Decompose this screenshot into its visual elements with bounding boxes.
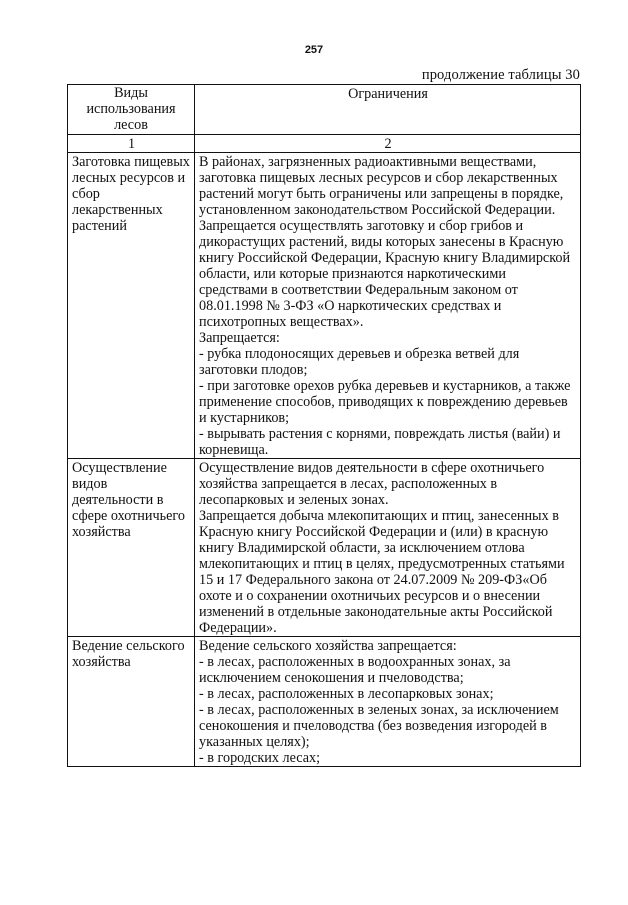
restriction-line: - при заготовке орехов рубка деревьев и кустарников, а также применение способов, приводящих к повреждению деревьев и кустарников; — [199, 378, 571, 426]
forest-use-cell: Осуществление видов деятельности в сфере охотничьего хозяйства — [68, 459, 195, 637]
restrictions-table — [67, 84, 581, 767]
restriction-line: Запрещается: — [199, 330, 280, 346]
page-number: 257 — [304, 44, 324, 56]
restriction-line: Запрещается добыча млекопитающих и птиц, занесенных в Красную книгу Российской Федерации и (или) в красную книгу Владимирской области, за исключением отлова млекопитающих и птиц в целях, предусмотренных статьями 15 и 17 Федерального закона от 24.07.2009 № 209-ФЗ«Об охоте и о сохранении охотничьих ресурсов и о внесении изменений в отдельные законодательные акты Российской Федерации». — [199, 508, 565, 636]
restriction-line: - в лесах, расположенных в водоохранных зонах, за исключением сенокошения и пчеловодства; — [199, 654, 511, 686]
restriction-line: - в лесах, расположенных в лесопарковых зонах; — [199, 686, 494, 702]
forest-use-cell: Заготовка пищевых лесных ресурсов и сбор лекарственных растений — [68, 153, 195, 459]
restriction-line: - вырывать растения с корнями, повреждать листья (вайи) и корневища. — [199, 426, 561, 458]
column-number-1: 1 — [68, 135, 195, 153]
restriction-line: - рубка плодоносящих деревьев и обрезка ветвей для заготовки плодов; — [199, 346, 520, 378]
header-forest-use-types: Виды использования лесов — [68, 85, 195, 135]
restriction-line: Ведение сельского хозяйства запрещается: — [199, 638, 457, 654]
restriction-line: - в лесах, расположенных в зеленых зонах, за исключением сенокошения и пчеловодства (без возведения изгородей в указанных целях); — [199, 702, 559, 750]
restriction-line: - в городских лесах; — [199, 750, 321, 766]
restriction-line: В районах, загрязненных радиоактивными веществами, заготовка пищевых лесных ресурсов и сбор лекарственных растений могут быть ограничены или запрещены в порядке, установленном законодательством Российской Федерации. — [199, 154, 564, 218]
restrictions-cell — [195, 637, 581, 767]
table-row — [68, 153, 581, 459]
table-row — [68, 459, 581, 637]
restrictions-cell — [195, 153, 581, 459]
table-row — [68, 637, 581, 767]
forest-use-cell: Ведение сельского хозяйства — [68, 637, 195, 767]
restriction-line: Осуществление видов деятельности в сфере охотничьего хозяйства запрещается в лесах, расположенных в лесопарковых и зеленых зонах. — [199, 460, 545, 508]
header-restrictions: Ограничения — [195, 85, 581, 135]
restriction-line: Запрещается осуществлять заготовку и сбор грибов и дикорастущих растений, виды которых занесены в Красную книгу Российской Федерации, Красную книгу Владимирской области, или которые признаются наркотическими средствами в соответствии Федеральным законом от 08.01.1998 № 3-ФЗ «О наркотических средствах и психотропных веществах». — [199, 218, 571, 330]
column-numbers-row — [68, 135, 581, 153]
table-header-row — [68, 85, 581, 135]
table-caption: продолжение таблицы 30 — [421, 67, 580, 83]
restrictions-cell — [195, 459, 581, 637]
column-number-2: 2 — [195, 135, 581, 153]
